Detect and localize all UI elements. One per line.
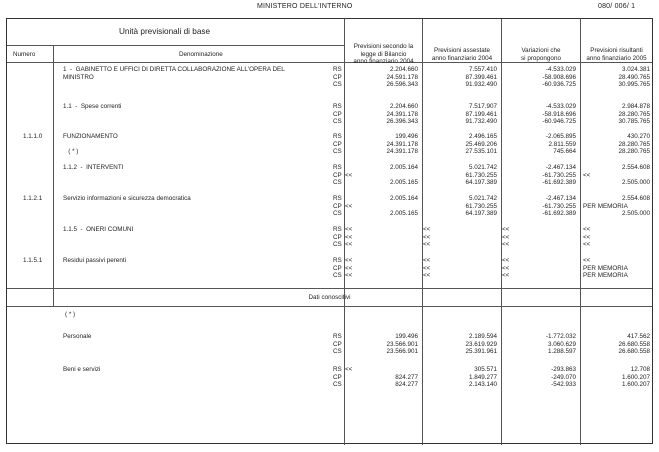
row-variazioni: -293.863 -249.070 -542.933 (551, 366, 576, 389)
row-assestate-2004: << << << (423, 226, 431, 249)
row-type-codes: RS CP CS (333, 133, 342, 156)
denominazione-header: Denominazione (179, 51, 223, 58)
row-variazioni: -4.533.029 -58.908.696 -60.936.725 (542, 66, 576, 89)
row-numero: 1.1.1.0 (23, 133, 43, 140)
row-assestate-2004: 305.571 1.849.277 2.143.140 (468, 366, 497, 389)
row-denominazione: 1.1.2 - INTERVENTI (63, 164, 124, 171)
row-assestate-2004: 2.189.594 23.619.929 25.391.961 (465, 333, 497, 356)
row-risultanti-2005: 2.984.878 28.280.765 30.785.765 (618, 103, 650, 126)
col3-header: Variazioni che si propongono (521, 47, 561, 62)
row-type-codes: RS CP CS (333, 257, 342, 280)
row-denominazione: 1.1 - Spese correnti (63, 103, 122, 110)
row-denominazione: 1.1.5 - ONERI COMUNI (63, 226, 134, 233)
unit-title: Unità previsionali di base (119, 27, 211, 36)
budget-table (6, 18, 653, 444)
row-variazioni: -1.772.032 3.060.629 1.288.597 (545, 333, 576, 356)
row-type-codes: RS CP CS (333, 66, 342, 89)
numero-divider (53, 45, 54, 306)
row-previsioni-2004: << 824.277 824.277 (345, 366, 418, 389)
row-variazioni: -2.065.895 2.811.559 745.664 (545, 133, 576, 156)
row-numero: 1.1.5.1 (23, 257, 43, 264)
row-variazioni: << << << (502, 226, 510, 249)
row-previsioni-2004: 2.204.660 24.391.178 26.396.343 (386, 103, 418, 126)
row-denominazione: Residui passivi perenti (63, 257, 126, 264)
row-previsioni-2004: 2.204.660 24.591.178 26.596.343 (386, 66, 418, 89)
row-risultanti-2005: 2.554.608 PER MEMORIA 2.505.000 (583, 195, 650, 218)
row-risultanti-2005: 2.554.608 << 2.505.000 (583, 164, 650, 187)
dati-top-line (7, 288, 652, 289)
row-assestate-2004: 2.496.165 25.469.206 27.535.101 (465, 133, 497, 156)
ministry-title: MINISTERO DELL'INTERNO (257, 3, 353, 10)
row-previsioni-2004: 199.496 24.391.178 24.391.178 (386, 133, 418, 156)
row-assestate-2004: 5.021.742 61.730.255 64.197.389 (465, 164, 497, 187)
row-previsioni-2004: << << << (345, 257, 353, 280)
row-denominazione: Personale (63, 333, 92, 340)
row-type-codes: RS CP CS (333, 164, 342, 187)
row-denominazione: 1 - GABINETTO E UFFICI DI DIRETTA COLLABORAZIONE ALL'OPERA DEL MINISTRO (63, 66, 285, 81)
row-assestate-2004: 7.517.907 87.199.461 91.732.490 (465, 103, 497, 126)
row-type-codes: RS CP CS (333, 333, 342, 356)
row-risultanti-2005: 430.270 28.280.765 28.280.765 (618, 133, 650, 156)
row-assestate-2004: << << << (423, 257, 431, 280)
row-risultanti-2005: << << << (583, 226, 591, 249)
dati-conoscitivi-title: Dati conoscitivi (308, 294, 351, 301)
row-variazioni: -2.467.134 -61.730.255 -61.692.389 (542, 195, 576, 218)
dati-note: ( * ) (65, 311, 76, 318)
numero-header: Numero (13, 51, 36, 58)
row-previsioni-2004: 2.005.164 << 2.005.165 (345, 164, 418, 187)
row-risultanti-2005: << PER MEMORIA PER MEMORIA (583, 257, 628, 280)
row-denominazione: Beni e servizi (63, 366, 101, 373)
row-assestate-2004: 5.021.742 61.730.255 64.197.389 (465, 195, 497, 218)
page-reference: 080/ 006/ 1 (598, 3, 636, 10)
row-type-codes: RS CP CS (333, 366, 342, 389)
row-previsioni-2004: 199.496 23.566.901 23.566.901 (386, 333, 418, 356)
row-assestate-2004: 7.557.410 87.399.461 91.932.490 (465, 66, 497, 89)
row-type-codes: RS CP CS (333, 226, 342, 249)
header-split-line (7, 45, 344, 46)
row-risultanti-2005: 12.708 1.600.207 1.600.207 (621, 366, 650, 389)
dati-bottom-line (7, 306, 652, 307)
row-type-codes: RS CP CS (333, 195, 342, 218)
row-previsioni-2004: 2.005.164 << 2.005.165 (345, 195, 418, 218)
row-variazioni: << << << (502, 257, 510, 280)
col1-header: Previsioni secondo la legge di Bilancio anno finanziario 2004 (353, 43, 414, 66)
row-numero: 1.1.2.1 (23, 195, 43, 202)
col4-header: Previsioni risultanti anno finanziario 2005 (586, 47, 647, 62)
row-denominazione: Servizio informazioni e sicurezza democratica (63, 195, 191, 202)
row-risultanti-2005: 3.024.381 28.490.765 30.995.765 (618, 66, 650, 89)
col2-header: Previsioni assestate anno finanziario 2004 (431, 47, 493, 62)
row-variazioni: -4.533.029 -58.918.696 -60.946.725 (542, 103, 576, 126)
row-previsioni-2004: << << << (345, 226, 353, 249)
row-denominazione: FUNZIONAMENTO ( * ) (63, 133, 118, 156)
row-risultanti-2005: 417.562 26.680.558 26.680.558 (618, 333, 650, 356)
col4-divider (580, 19, 581, 445)
row-type-codes: RS CP CS (333, 103, 342, 126)
row-variazioni: -2.467.134 -61.730.255 -61.692.389 (542, 164, 576, 187)
